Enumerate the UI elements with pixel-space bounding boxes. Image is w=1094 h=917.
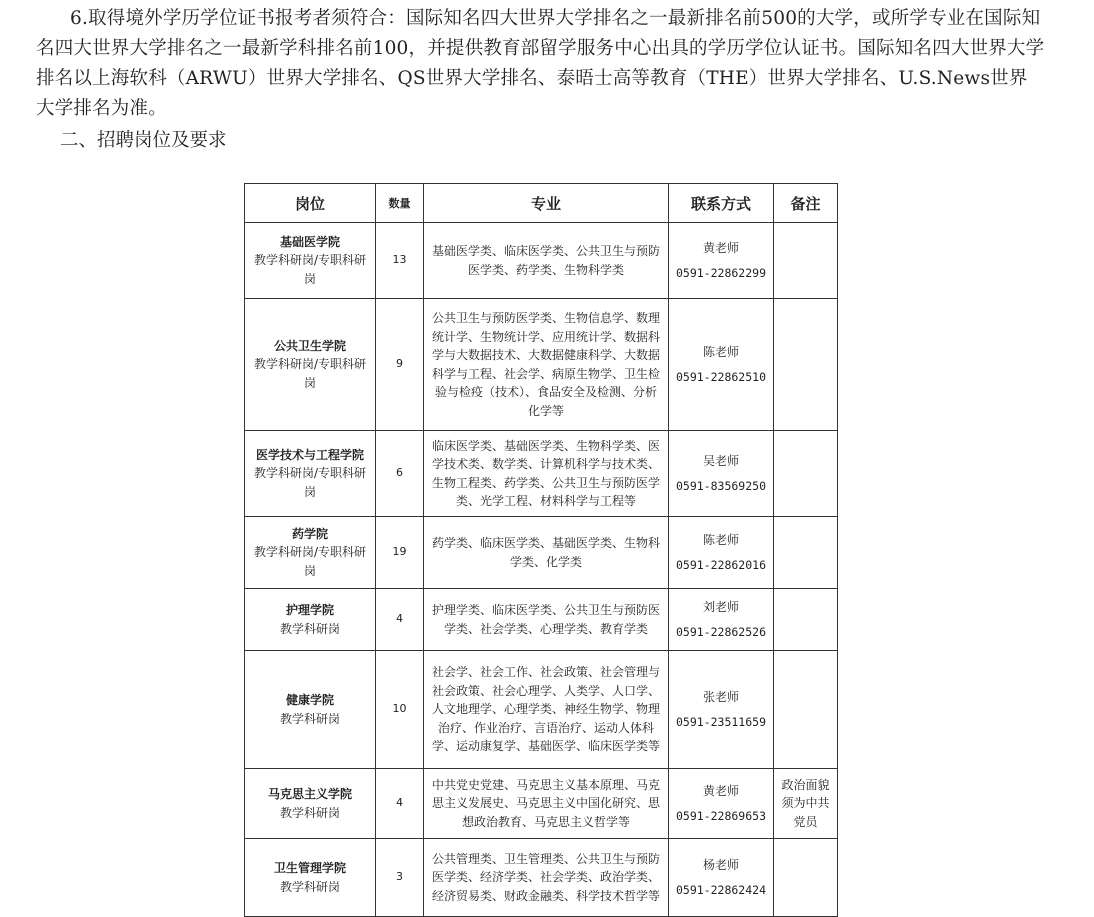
contact-cell [669, 517, 774, 589]
major-text: 公共管理类、卫生管理类、公共卫生与预防医学类、经济学类、社会学类、政治学类、经济贸易类、财政金融类、科学技术哲学等 [431, 851, 660, 903]
major-text: 基础医学类、临床医学类、公共卫生与预防医学类、药学类、生物科学类 [431, 244, 660, 277]
major-cell [424, 589, 669, 651]
job-type: 教学科研岗 [279, 805, 340, 820]
contact-phone: 0591-22862016 [675, 557, 766, 572]
header-position: 岗位 [245, 184, 376, 223]
job-type: 教学科研岗/专职科研岗 [253, 357, 367, 390]
job-type: 教学科研岗 [279, 711, 340, 726]
header-count: 数量 [376, 184, 424, 223]
position-cell [245, 223, 376, 299]
contact-phone: 0591-22862424 [675, 882, 766, 897]
eligibility-paragraph: 6.取得境外学历学位证书报考者须符合：国际知名四大世界大学排名之一最新排名前500的大学，或所学专业在国际知名四大世界大学排名之一最新学科排名前100，并提供教育部留学服务中心出具的学历学位认证书。国际知名四大世界大学排名以上海软科（ARWU）世界大学排名、QS世界大学排名、泰晤士高等教育（THE）世界大学排名、U.S.News世界大学排名为准。 [36, 8, 1045, 119]
college-name: 基础医学院 [279, 234, 340, 249]
header-note: 备注 [774, 184, 838, 223]
major-cell [424, 517, 669, 589]
count-cell: 4 [376, 769, 424, 839]
job-type: 教学科研岗/专职科研岗 [253, 253, 367, 286]
contact-teacher: 陈老师 [702, 533, 739, 547]
note-cell [774, 589, 838, 651]
college-name: 卫生管理学院 [273, 861, 346, 875]
contact-cell [669, 589, 774, 651]
contact-cell [669, 223, 774, 299]
table-row [245, 517, 838, 589]
count-cell: 3 [376, 839, 424, 917]
contact-phone: 0591-83569250 [675, 478, 766, 493]
count-cell: 4 [376, 589, 424, 651]
major-text: 中共党史党建、马克思主义基本原理、马克思主义发展史、马克思主义中国化研究、思想政治教育、马克思主义哲学等 [431, 777, 660, 829]
contact-phone: 0591-22862299 [675, 265, 766, 280]
position-cell [245, 431, 376, 517]
contact-phone: 0591-22862510 [675, 369, 766, 384]
contact-phone: 0591-22869653 [675, 808, 766, 823]
college-name: 医学技术与工程学院 [255, 447, 364, 462]
count-cell: 13 [376, 223, 424, 299]
college-name: 马克思主义学院 [267, 787, 352, 801]
contact-teacher: 刘老师 [702, 600, 739, 614]
college-name: 药学院 [291, 526, 328, 541]
note-cell [774, 651, 838, 769]
college-name: 公共卫生学院 [273, 338, 346, 353]
major-cell [424, 769, 669, 839]
job-type: 教学科研岗/专职科研岗 [253, 466, 367, 499]
contact-phone: 0591-22862526 [675, 624, 766, 639]
note-cell [774, 431, 838, 517]
major-text: 社会学、社会工作、社会政策、社会管理与社会政策、社会心理学、人类学、人口学、人文地理学、心理学类、神经生物学、物理治疗、作业治疗、言语治疗、运动人体科学、运动康复学、基础医学、临床医学类等 [431, 665, 660, 754]
header-major: 专业 [424, 184, 669, 223]
college-name: 护理学院 [285, 603, 334, 617]
position-cell [245, 589, 376, 651]
major-text: 公共卫生与预防医学类、生物信息学、数理统计学、生物统计学、应用统计学、数据科学与大数据技术、大数据健康科学、大数据科学与工程、社会学、病原生物学、卫生检验与检疫（技术）、食品安全及检测、分析化学等 [431, 311, 660, 418]
major-cell [424, 431, 669, 517]
note-cell [774, 517, 838, 589]
job-type: 教学科研岗 [279, 879, 340, 894]
contact-phone: 0591-23511659 [675, 714, 766, 729]
position-cell [245, 651, 376, 769]
position-cell [245, 517, 376, 589]
count-cell: 10 [376, 651, 424, 769]
job-type: 教学科研岗 [279, 621, 340, 636]
note-cell [774, 299, 838, 431]
position-cell [245, 299, 376, 431]
contact-cell [669, 839, 774, 917]
college-name: 健康学院 [285, 693, 334, 707]
section-heading: 二、招聘岗位及要求 [60, 130, 227, 151]
table-row [245, 223, 838, 299]
position-cell [245, 839, 376, 917]
note-cell [774, 839, 838, 917]
major-cell [424, 651, 669, 769]
note-cell: 政治面貌须为中共党员 [774, 769, 838, 839]
major-cell [424, 223, 669, 299]
table-row [245, 651, 838, 769]
table-row [245, 431, 838, 517]
contact-teacher: 陈老师 [702, 345, 739, 359]
contact-cell [669, 769, 774, 839]
major-cell [424, 299, 669, 431]
position-cell [245, 769, 376, 839]
contact-cell [669, 651, 774, 769]
count-cell: 19 [376, 517, 424, 589]
table-row [245, 589, 838, 651]
table-row [245, 769, 838, 839]
recruitment-table [244, 183, 838, 917]
contact-teacher: 黄老师 [702, 241, 739, 255]
major-text: 护理学类、临床医学类、公共卫生与预防医学类、社会学类、心理学类、教育学类 [431, 603, 660, 636]
major-cell [424, 839, 669, 917]
header-contact: 联系方式 [669, 184, 774, 223]
contact-teacher: 张老师 [702, 690, 739, 704]
count-cell: 6 [376, 431, 424, 517]
major-text: 临床医学类、基础医学类、生物科学类、医学技术类、数学类、计算机科学与技术类、生物工程类、药学类、公共卫生与预防医学类、光学工程、材料科学与工程等 [431, 438, 660, 508]
table-header-row [245, 184, 838, 223]
contact-teacher: 杨老师 [702, 858, 739, 872]
contact-cell [669, 299, 774, 431]
table-row [245, 299, 838, 431]
note-cell [774, 223, 838, 299]
count-cell: 9 [376, 299, 424, 431]
contact-teacher: 吴老师 [702, 454, 739, 468]
contact-teacher: 黄老师 [702, 784, 739, 798]
contact-cell [669, 431, 774, 517]
major-text: 药学类、临床医学类、基础医学类、生物科学类、化学类 [431, 536, 660, 569]
table-row [245, 839, 838, 917]
job-type: 教学科研岗/专职科研岗 [253, 545, 367, 578]
